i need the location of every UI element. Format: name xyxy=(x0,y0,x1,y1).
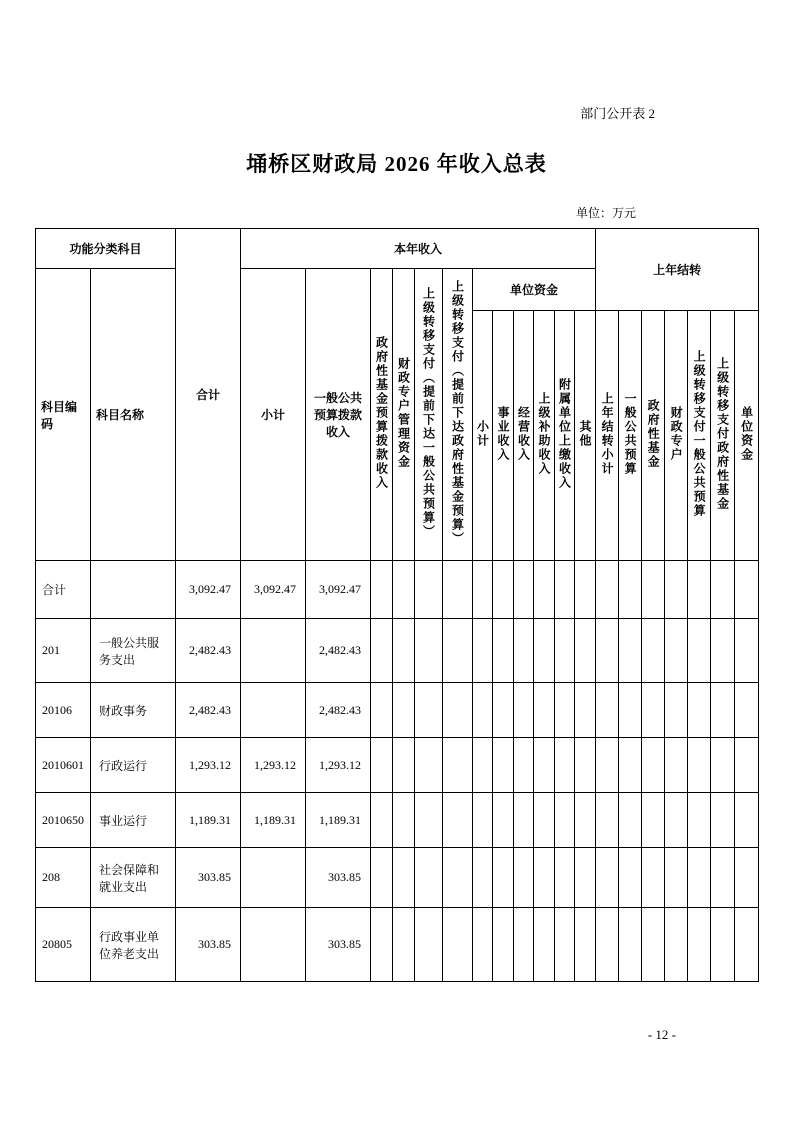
uf-affiliated-label: 附属单位上缴收入 xyxy=(557,377,572,490)
empty-cell xyxy=(688,619,711,683)
empty-cell xyxy=(415,793,443,848)
name-cell: 财政事务 xyxy=(91,683,176,738)
empty-cell xyxy=(642,793,665,848)
table-header xyxy=(36,229,759,561)
code-cell: 合计 xyxy=(36,561,91,619)
empty-cell xyxy=(688,683,711,738)
empty-cell xyxy=(711,793,735,848)
empty-cell xyxy=(473,561,493,619)
empty-cell xyxy=(555,738,575,793)
empty-cell xyxy=(619,793,642,848)
empty-cell xyxy=(415,683,443,738)
total-cell: 1,189.31 xyxy=(176,793,241,848)
empty-cell xyxy=(665,848,688,908)
co-fiscal-account-label: 财政专户 xyxy=(669,405,684,462)
empty-cell xyxy=(534,848,555,908)
empty-cell xyxy=(371,738,393,793)
empty-cell xyxy=(493,683,514,738)
co-transfer-general-label: 上级转移支付一般公共预算 xyxy=(692,349,707,518)
empty-cell xyxy=(619,738,642,793)
empty-cell xyxy=(443,908,473,982)
uf-operating-col-header xyxy=(514,311,534,561)
empty-cell xyxy=(555,561,575,619)
empty-cell xyxy=(575,619,596,683)
empty-cell xyxy=(619,619,642,683)
empty-cell xyxy=(688,561,711,619)
empty-cell xyxy=(735,683,759,738)
cy-gov-fund-label: 政府性基金预算拨款收入 xyxy=(374,335,389,490)
table-row xyxy=(36,793,759,848)
co-transfer-general-col-header xyxy=(688,311,711,561)
co-transfer-fund-col-header xyxy=(711,311,735,561)
empty-cell xyxy=(415,848,443,908)
empty-cell xyxy=(514,619,534,683)
code-cell: 20106 xyxy=(36,683,91,738)
empty-cell xyxy=(534,683,555,738)
cy-transfer-general-col-header xyxy=(415,269,443,561)
code-cell: 20805 xyxy=(36,908,91,982)
subtotal-cell xyxy=(241,683,306,738)
empty-cell xyxy=(642,561,665,619)
subtotal-cell: 3,092.47 xyxy=(241,561,306,619)
total-col-header: 合计 xyxy=(176,229,241,561)
empty-cell xyxy=(415,561,443,619)
table-row xyxy=(36,738,759,793)
total-cell: 1,293.12 xyxy=(176,738,241,793)
general-public-cell: 1,189.31 xyxy=(306,793,371,848)
cy-transfer-fund-label: 上级转移支付（提前下达政府性基金预算） xyxy=(450,279,465,546)
co-unit-funds-col-header xyxy=(735,311,759,561)
empty-cell xyxy=(514,793,534,848)
empty-cell xyxy=(393,793,415,848)
empty-cell xyxy=(534,738,555,793)
empty-cell xyxy=(393,683,415,738)
empty-cell xyxy=(443,738,473,793)
empty-cell xyxy=(555,793,575,848)
total-cell: 303.85 xyxy=(176,908,241,982)
general-public-cell: 2,482.43 xyxy=(306,683,371,738)
code-col-header: 科目编码 xyxy=(36,269,91,561)
empty-cell xyxy=(735,908,759,982)
uf-business-col-header xyxy=(493,311,514,561)
empty-cell xyxy=(371,683,393,738)
empty-cell xyxy=(688,793,711,848)
name-cell: 一般公共服务支出 xyxy=(91,619,176,683)
empty-cell xyxy=(534,561,555,619)
empty-cell xyxy=(596,908,619,982)
empty-cell xyxy=(596,738,619,793)
code-cell: 2010601 xyxy=(36,738,91,793)
co-unit-funds-label: 单位资金 xyxy=(739,405,754,462)
co-general-label: 一般公共预算 xyxy=(623,391,638,476)
empty-cell xyxy=(493,848,514,908)
empty-cell xyxy=(665,908,688,982)
page-title: 埇桥区财政局 2026 年收入总表 xyxy=(246,152,547,176)
empty-cell xyxy=(393,619,415,683)
empty-cell xyxy=(735,793,759,848)
empty-cell xyxy=(493,619,514,683)
table-row xyxy=(36,683,759,738)
current-year-income-group-header: 本年收入 xyxy=(241,229,596,269)
total-cell: 2,482.43 xyxy=(176,683,241,738)
empty-cell xyxy=(596,848,619,908)
empty-cell xyxy=(443,793,473,848)
cy-gov-fund-col-header xyxy=(371,269,393,561)
empty-cell xyxy=(555,619,575,683)
doc-note: 部门公开表 2 xyxy=(580,106,655,121)
empty-cell xyxy=(575,848,596,908)
cy-fiscal-account-label: 财政专户管理资金 xyxy=(396,356,411,469)
empty-cell xyxy=(415,738,443,793)
empty-cell xyxy=(443,619,473,683)
empty-cell xyxy=(371,908,393,982)
carryover-group-header: 上年结转 xyxy=(596,229,759,311)
empty-cell xyxy=(371,793,393,848)
empty-cell xyxy=(473,908,493,982)
empty-cell xyxy=(619,683,642,738)
name-cell: 行政运行 xyxy=(91,738,176,793)
empty-cell xyxy=(642,619,665,683)
empty-cell xyxy=(555,683,575,738)
empty-cell xyxy=(415,619,443,683)
empty-cell xyxy=(735,848,759,908)
empty-cell xyxy=(642,848,665,908)
table-row xyxy=(36,561,759,619)
empty-cell xyxy=(393,908,415,982)
empty-cell xyxy=(711,848,735,908)
empty-cell xyxy=(575,793,596,848)
empty-cell xyxy=(393,848,415,908)
name-cell: 事业运行 xyxy=(91,793,176,848)
empty-cell xyxy=(665,793,688,848)
page-number: - 12 - xyxy=(647,1027,676,1042)
empty-cell xyxy=(711,908,735,982)
empty-cell xyxy=(493,908,514,982)
uf-business-label: 事业收入 xyxy=(496,405,511,462)
code-cell: 208 xyxy=(36,848,91,908)
general-public-cell: 2,482.43 xyxy=(306,619,371,683)
subtotal-cell xyxy=(241,619,306,683)
empty-cell xyxy=(443,848,473,908)
co-subtotal-col-header xyxy=(596,311,619,561)
subtotal-cell: 1,293.12 xyxy=(241,738,306,793)
table-body xyxy=(36,561,759,982)
empty-cell xyxy=(555,848,575,908)
co-gov-fund-label: 政府性基金 xyxy=(646,398,661,469)
table-row xyxy=(36,908,759,982)
empty-cell xyxy=(514,908,534,982)
cy-general-public-col-header: 一般公共预算拨款收入 xyxy=(306,269,371,561)
empty-cell xyxy=(711,561,735,619)
empty-cell xyxy=(642,683,665,738)
empty-cell xyxy=(735,561,759,619)
empty-cell xyxy=(514,848,534,908)
empty-cell xyxy=(688,848,711,908)
general-public-cell: 303.85 xyxy=(306,848,371,908)
empty-cell xyxy=(665,561,688,619)
co-general-col-header xyxy=(619,311,642,561)
cy-transfer-fund-col-header xyxy=(443,269,473,561)
empty-cell xyxy=(596,793,619,848)
empty-cell xyxy=(473,683,493,738)
empty-cell xyxy=(642,738,665,793)
empty-cell xyxy=(443,683,473,738)
total-cell: 3,092.47 xyxy=(176,561,241,619)
empty-cell xyxy=(415,908,443,982)
subtotal-cell: 1,189.31 xyxy=(241,793,306,848)
empty-cell xyxy=(619,848,642,908)
co-transfer-fund-label: 上级转移支付政府性基金 xyxy=(715,356,730,511)
empty-cell xyxy=(596,561,619,619)
empty-cell xyxy=(619,561,642,619)
empty-cell xyxy=(688,738,711,793)
empty-cell xyxy=(596,683,619,738)
subtotal-cell xyxy=(241,848,306,908)
code-cell: 201 xyxy=(36,619,91,683)
cy-fiscal-account-col-header xyxy=(393,269,415,561)
empty-cell xyxy=(711,738,735,793)
empty-cell xyxy=(619,908,642,982)
empty-cell xyxy=(473,738,493,793)
empty-cell xyxy=(473,848,493,908)
func-category-group-header: 功能分类科目 xyxy=(36,229,176,269)
unit-funds-group-header: 单位资金 xyxy=(473,269,596,311)
co-fiscal-account-col-header xyxy=(665,311,688,561)
empty-cell xyxy=(575,683,596,738)
income-table-wrapper xyxy=(35,228,759,982)
header-row-groups xyxy=(36,229,759,269)
empty-cell xyxy=(493,561,514,619)
empty-cell xyxy=(514,738,534,793)
empty-cell xyxy=(443,561,473,619)
name-col-header: 科目名称 xyxy=(91,269,176,561)
empty-cell xyxy=(642,908,665,982)
uf-affiliated-col-header xyxy=(555,311,575,561)
empty-cell xyxy=(575,908,596,982)
empty-cell xyxy=(665,738,688,793)
cy-subtotal-col-header: 小计 xyxy=(241,269,306,561)
uf-subtotal-label: 小计 xyxy=(475,419,490,448)
uf-other-col-header xyxy=(575,311,596,561)
uf-superior-subsidy-col-header xyxy=(534,311,555,561)
empty-cell xyxy=(393,561,415,619)
empty-cell xyxy=(493,738,514,793)
empty-cell xyxy=(735,738,759,793)
empty-cell xyxy=(473,619,493,683)
empty-cell xyxy=(665,619,688,683)
subtotal-cell xyxy=(241,908,306,982)
total-cell: 2,482.43 xyxy=(176,619,241,683)
uf-superior-subsidy-label: 上级补助收入 xyxy=(537,391,552,476)
empty-cell xyxy=(514,561,534,619)
uf-other-label: 其他 xyxy=(578,419,593,448)
empty-cell xyxy=(371,561,393,619)
empty-cell xyxy=(473,793,493,848)
empty-cell xyxy=(393,738,415,793)
co-gov-fund-col-header xyxy=(642,311,665,561)
code-cell: 2010650 xyxy=(36,793,91,848)
total-cell: 303.85 xyxy=(176,848,241,908)
empty-cell xyxy=(534,793,555,848)
empty-cell xyxy=(534,619,555,683)
empty-cell xyxy=(688,908,711,982)
empty-cell xyxy=(711,683,735,738)
empty-cell xyxy=(493,793,514,848)
empty-cell xyxy=(665,683,688,738)
empty-cell xyxy=(371,848,393,908)
empty-cell xyxy=(711,619,735,683)
co-subtotal-label: 上年结转小计 xyxy=(600,391,615,476)
general-public-cell: 1,293.12 xyxy=(306,738,371,793)
name-cell: 社会保障和就业支出 xyxy=(91,848,176,908)
general-public-cell: 303.85 xyxy=(306,908,371,982)
table-row xyxy=(36,619,759,683)
table-row xyxy=(36,848,759,908)
name-cell xyxy=(91,561,176,619)
empty-cell xyxy=(575,738,596,793)
empty-cell xyxy=(596,619,619,683)
uf-operating-label: 经营收入 xyxy=(516,405,531,462)
uf-subtotal-col-header xyxy=(473,311,493,561)
name-cell: 行政事业单位养老支出 xyxy=(91,908,176,982)
empty-cell xyxy=(514,683,534,738)
empty-cell xyxy=(371,619,393,683)
unit-note: 单位：万元 xyxy=(575,206,636,220)
general-public-cell: 3,092.47 xyxy=(306,561,371,619)
empty-cell xyxy=(534,908,555,982)
empty-cell xyxy=(735,619,759,683)
empty-cell xyxy=(575,561,596,619)
empty-cell xyxy=(555,908,575,982)
cy-transfer-general-label: 上级转移支付（提前下达一般公共预算） xyxy=(421,286,436,539)
income-table xyxy=(35,228,759,982)
